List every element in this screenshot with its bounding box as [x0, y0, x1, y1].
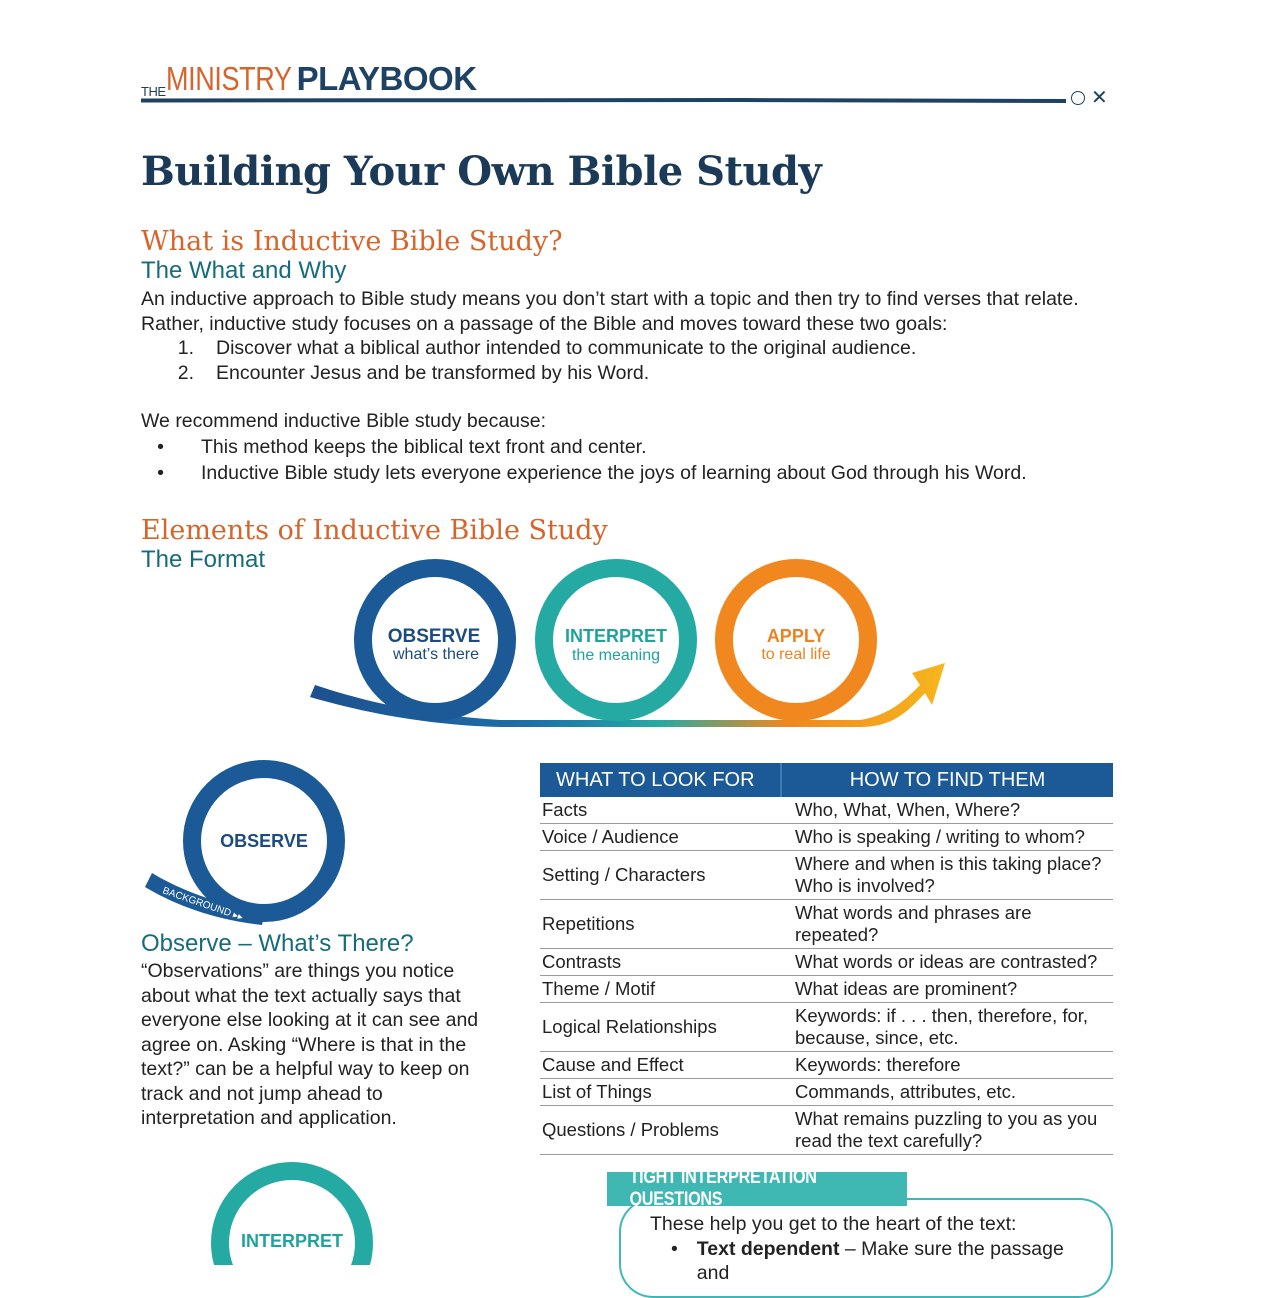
list-item: • This method keeps the biblical text front and center.	[157, 435, 647, 458]
tight-questions-content	[650, 1212, 1100, 1286]
table-row	[540, 1079, 1113, 1106]
table-cell-method: Where and when is this taking place? Who is involved?	[781, 851, 1113, 900]
table-row	[540, 824, 1113, 851]
interpret-title: INTERPRET	[564, 626, 668, 646]
list-item: 1. Discover what a biblical author intended to communicate to the original audience.	[177, 337, 917, 359]
table-cell-method: What words or ideas are contrasted?	[781, 949, 1113, 976]
header-icons	[1071, 88, 1108, 108]
table	[540, 763, 1113, 1155]
table-row	[540, 1052, 1113, 1079]
section-subheading: The Format	[141, 546, 266, 573]
table-cell-method: Keywords: if . . . then, therefore, for, because, since, etc.	[781, 1003, 1113, 1052]
table-row	[540, 851, 1113, 900]
circle-icon	[1071, 91, 1085, 105]
look-for-table	[540, 763, 1113, 1155]
table-row	[540, 976, 1113, 1003]
close-icon: ✕	[1091, 87, 1108, 109]
logo	[141, 60, 477, 98]
bullet-text: – Make sure the passage and	[696, 1237, 1064, 1284]
column-header: HOW TO FIND THEM	[781, 763, 1113, 797]
table-cell-element: Repetitions	[540, 900, 781, 949]
tight-intro: These help you get to the heart of the text:	[650, 1213, 1017, 1235]
observe-paragraph: “Observations” are things you notice about what the text actually says that everyone else looking at it can see and agree on. Asking “Where is that in the text?” can be a helpful way to keep on track and not jump ahead to interpretation and application.	[141, 960, 479, 1129]
table-row	[540, 1003, 1113, 1052]
format-diagram	[300, 555, 960, 730]
table-cell-element: List of Things	[540, 1079, 781, 1106]
section-heading: Elements of Inductive Bible Study	[141, 515, 608, 546]
table-cell-method: Commands, attributes, etc.	[781, 1079, 1113, 1106]
table-row	[540, 797, 1113, 824]
interpret-badge	[200, 1155, 385, 1265]
observe-title: OBSERVE	[387, 626, 481, 647]
column-header: WHAT TO LOOK FOR	[540, 763, 781, 797]
bullet-bold: Text dependent	[696, 1237, 840, 1260]
table-row	[540, 900, 1113, 949]
table-cell-method: What words and phrases are repeated?	[781, 900, 1113, 949]
table-cell-element: Theme / Motif	[540, 976, 781, 1003]
observe-heading: Observe – What’s There?	[141, 930, 414, 957]
table-header-row	[540, 763, 1113, 797]
observe-badge	[140, 755, 355, 930]
table-cell-element: Facts	[540, 797, 781, 824]
interpret-badge-label: INTERPRET	[240, 1231, 344, 1251]
table-cell-method: Keywords: therefore	[781, 1052, 1113, 1079]
table-cell-method: What remains puzzling to you as you read the text carefully?	[781, 1106, 1113, 1155]
list-item: 2. Encounter Jesus and be transformed by his Word.	[177, 361, 650, 384]
section-subheading: The What and Why	[141, 257, 347, 284]
observe-section	[141, 930, 521, 1131]
logo-the: THE	[141, 84, 166, 99]
background-label: BACKGROUND ▸▸	[161, 885, 245, 924]
tight-questions-tab: TIGHT INTERPRETATION QUESTIONS	[607, 1172, 907, 1206]
table-cell-method: Who is speaking / writing to whom?	[781, 824, 1113, 851]
apply-sub: to real life	[761, 646, 831, 663]
table-row	[540, 949, 1113, 976]
header-rule	[141, 98, 1066, 103]
recommend-paragraph: We recommend inductive Bible study because:	[141, 410, 547, 432]
table-cell-element: Questions / Problems	[540, 1106, 781, 1155]
logo-playbook: PLAYBOOK	[296, 60, 477, 97]
table-cell-element: Voice / Audience	[540, 824, 781, 851]
reasons-list	[141, 434, 1131, 486]
intro-paragraph: An inductive approach to Bible study means you don’t start with a topic and then try to find verses that relate. Rather, inductive study focuses on a passage of the Bible and moves toward these two goals:	[141, 288, 1079, 335]
table-cell-element: Setting / Characters	[540, 851, 781, 900]
page-title: Building Your Own Bible Study	[141, 148, 822, 195]
section-heading: What is Inductive Bible Study?	[141, 226, 563, 257]
apply-title: APPLY	[766, 626, 826, 646]
interpret-sub: the meaning	[571, 647, 661, 664]
table-cell-method: What ideas are prominent?	[781, 976, 1113, 1003]
table-cell-element: Contrasts	[540, 949, 781, 976]
table-row	[540, 1106, 1113, 1155]
table-cell-element: Cause and Effect	[540, 1052, 781, 1079]
list-item: • Inductive Bible study lets everyone experience the joys of learning about God through his Word.	[157, 461, 1027, 484]
observe-sub: what’s there	[393, 646, 479, 663]
observe-badge-label: OBSERVE	[220, 831, 308, 851]
section-what-is	[141, 226, 1131, 486]
table-cell-method: Who, What, When, Where?	[781, 797, 1113, 824]
table-cell-element: Logical Relationships	[540, 1003, 781, 1052]
logo-ministry: MINISTRY	[165, 60, 292, 97]
list-item: • Text dependent – Make sure the passage and	[670, 1237, 1064, 1284]
goals-list	[141, 336, 1131, 385]
